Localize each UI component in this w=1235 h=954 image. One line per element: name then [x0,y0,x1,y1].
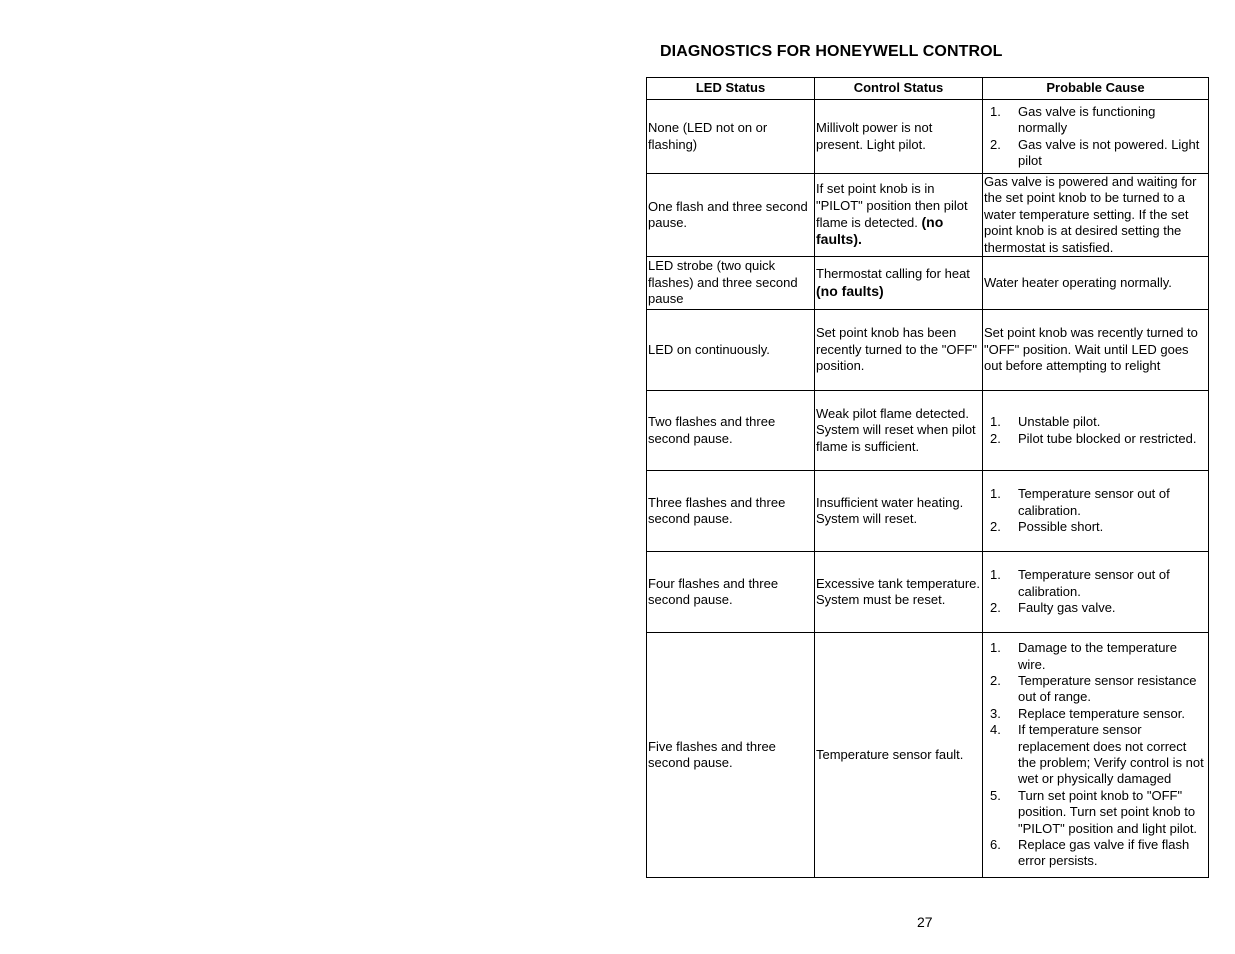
table-row [647,391,1209,471]
cause-list [984,640,1207,870]
table-row [647,174,1209,257]
probable-cause-cell [983,100,1209,174]
control-status-cell: Excessive tank temperature. System must be reset. [815,552,983,633]
cause-text: Gas valve is functioning normally [1018,103,1156,136]
header-led-status: LED Status [647,78,815,100]
cause-item: 2. Possible short. [990,519,1104,535]
cause-item: 2. Faulty gas valve. [990,600,1116,616]
cause-text: Replace gas valve if five flash error persists. [1018,837,1190,869]
cause-text: Unstable pilot. [1018,414,1101,430]
led-status-cell: Five flashes and three second pause. [647,633,815,878]
cause-text: Replace temperature sensor. [1018,705,1185,721]
diagnostics-table [646,77,1209,878]
led-status-cell: Four flashes and three second pause. [647,552,815,633]
cause-item: 1. Damage to the temperature wire. [990,640,1177,672]
cause-item: 5. Turn set point knob to "OFF" position. Turn set point knob to "PILOT" position and light pilot. [990,787,1198,836]
led-status-cell: LED on continuously. [647,310,815,391]
table-row [647,633,1209,878]
control-status-text: If set point knob is in "PILOT" position then pilot flame is detected. [816,181,968,231]
control-status-cell: Weak pilot flame detected. System will reset when pilot flame is sufficient. [815,391,983,471]
page-number: 27 [917,914,933,930]
probable-cause-cell [983,391,1209,471]
probable-cause-cell [983,471,1209,552]
table-header-row [647,78,1209,100]
probable-cause-cell: Water heater operating normally. [983,257,1209,310]
control-status-emphasis: (no faults). [816,214,944,248]
led-status-cell: One flash and three second pause. [647,174,815,257]
probable-cause-cell: Gas valve is powered and waiting for the set point knob to be turned to a water temperature setting. If the set point knob is at desired setting the thermostat is satisfied. [983,174,1209,257]
table-row [647,257,1209,310]
control-status-emphasis: (no faults) [816,282,884,299]
cause-list [984,414,1207,447]
cause-text: Temperature sensor out of calibration. [1018,486,1170,518]
cause-list [984,486,1207,535]
control-status-text: Millivolt power is not present. Light pilot. [816,120,933,152]
cause-item: 1. Gas valve is functioning normally [990,103,1156,136]
table-row [647,471,1209,552]
cause-text: Faulty gas valve. [1018,600,1116,616]
control-status-cell: Insufficient water heating. System will reset. [815,471,983,552]
table-row [647,552,1209,633]
control-status-cell [815,174,983,257]
led-status-cell: None (LED not on or flashing) [647,100,815,174]
cause-text: Temperature sensor resistance out of range. [1018,673,1197,705]
cause-item: 1. Unstable pilot. [990,414,1101,430]
header-probable-cause: Probable Cause [983,78,1209,100]
table-row [647,310,1209,391]
cause-text: Pilot tube blocked or restricted. [1018,430,1197,446]
cause-item: 3. Replace temperature sensor. [990,705,1185,721]
led-status-cell: LED strobe (two quick flashes) and three second pause [647,257,815,310]
cause-text: Turn set point knob to "OFF" position. Turn set point knob to "PILOT" position and light pilot. [1018,787,1198,836]
cause-item: 2. Pilot tube blocked or restricted. [990,430,1197,446]
control-status-cell [815,100,983,174]
cause-item: 4. If temperature sensor replacement does not correct the problem; Verify control is not wet or physically damaged [990,722,1204,787]
cause-text: Temperature sensor out of calibration. [1018,567,1170,599]
probable-cause-cell: Set point knob was recently turned to "OFF" position. Wait until LED goes out before attempting to relight [983,310,1209,391]
led-status-cell: Two flashes and three second pause. [647,391,815,471]
cause-text: Possible short. [1018,519,1104,535]
control-status-cell [815,257,983,310]
probable-cause-cell [983,552,1209,633]
led-status-cell: Three flashes and three second pause. [647,471,815,552]
cause-item: 1. Temperature sensor out of calibration. [990,486,1170,518]
cause-list [984,567,1207,616]
table-row [647,100,1209,174]
cause-text: Damage to the temperature wire. [1018,640,1177,672]
cause-item: 2. Gas valve is not powered. Light pilot [990,136,1200,168]
control-status-cell: Set point knob has been recently turned to the "OFF" position. [815,310,983,391]
header-control-status: Control Status [815,78,983,100]
page-title: DIAGNOSTICS FOR HONEYWELL CONTROL [660,43,1003,60]
control-status-text: Thermostat calling for heat [816,266,970,282]
cause-text: If temperature sensor replacement does not correct the problem; Verify control is not wet or physically damaged [1018,722,1204,787]
cause-item: 6. Replace gas valve if five flash error persists. [990,837,1190,869]
cause-text: Gas valve is not powered. Light pilot [1018,136,1200,168]
cause-item: 2. Temperature sensor resistance out of range. [990,673,1197,705]
cause-list [984,104,1207,170]
probable-cause-cell [983,633,1209,878]
cause-item: 1. Temperature sensor out of calibration. [990,567,1170,599]
control-status-cell: Temperature sensor fault. [815,633,983,878]
